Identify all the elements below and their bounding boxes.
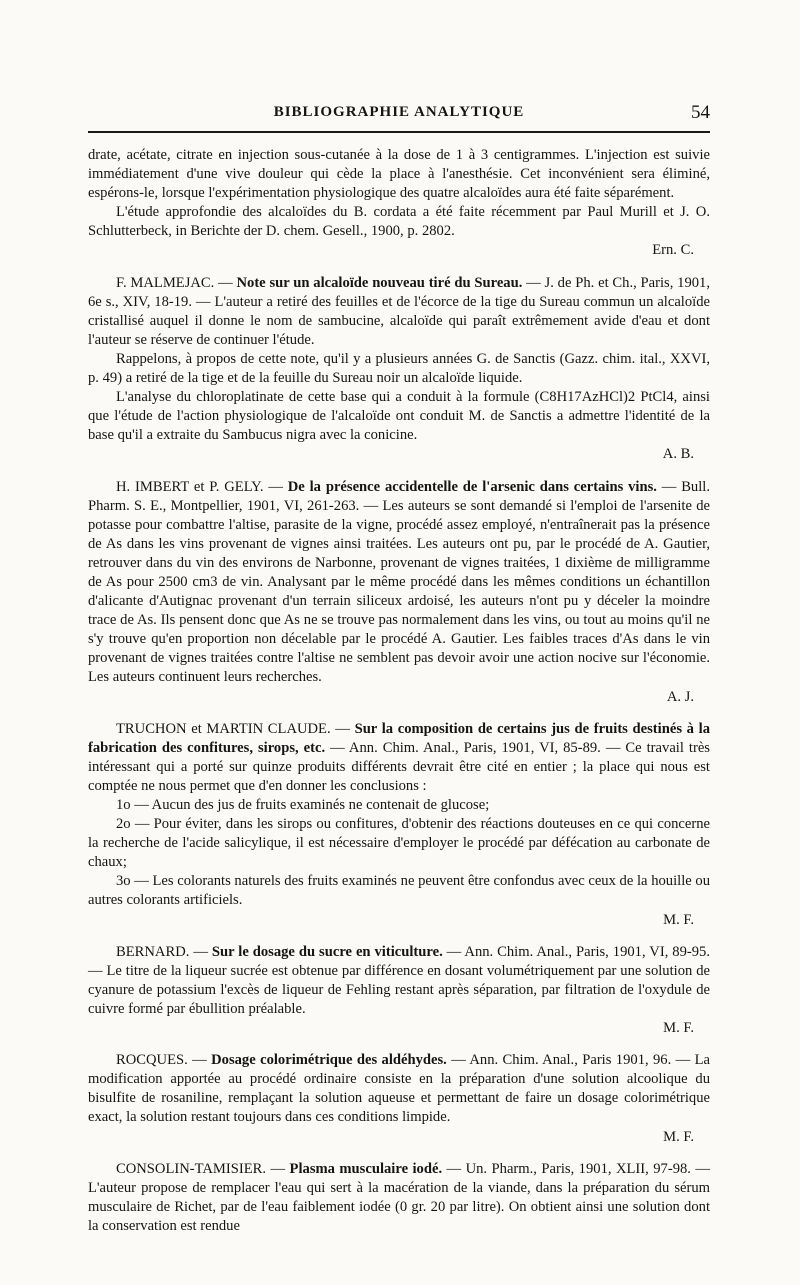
entry-text: — Ann. Chim. Anal., Paris 1901, 96. — La modification apportée au procédé ordinaire consiste en la préparation d'une solution alcoolique du bisulfite de rosaniline, remplaçant la solution aqueuse et permettant de faire un dosage colorimétrique exact, la solution restant toujours dans ces conditions limpide. [88, 1052, 711, 1126]
entry-author: H. IMBERT et P. GELY. — [116, 478, 288, 495]
body-text [88, 146, 710, 1236]
entry-author: CONSOLIN-TAMISIER. — [116, 1160, 290, 1177]
bibliography-entry [88, 720, 710, 796]
bibliography-entry [88, 1051, 710, 1127]
entry-text: — Ann. Chim. Anal., Paris, 1901, VI, 89-95. — Le titre de la liqueur sucrée est obtenue par différence en dosant volumétriquement par une solution de cyanure de potassium l'excès de liqueur de Fehling restant après séparation, par filtration de l'oxydule de cuivre formé par ébullition préalable. [88, 943, 710, 1017]
page-number: 54 [691, 102, 710, 123]
bibliography-entry [88, 478, 710, 688]
entry-text: — Un. Pharm., Paris, 1901, XLII, 97-98. — L'auteur propose de remplacer l'eau qui sert à la macération de la viande, dans la préparation du sérum musculaire de Richet, par de l'eau faiblement iodée (0 gr. 20 par litre). On obtient ainsi une solution dont la conservation est rendue [88, 1160, 710, 1234]
header-rule [88, 131, 710, 133]
list-item: 3o — Les colorants naturels des fruits examinés ne peuvent être confondus avec ceux de la houille ou autres colorants artificiels. [88, 873, 710, 909]
entry-text: — Bull. Pharm. S. E., Montpellier, 1901, VI, 261-263. — Les auteurs se sont demandé si l'emploi de l'arsenite de potasse pour combattre l'altise, parasite de la vigne, procédé assez employé, n'entraînerait pas la présence de As dans les vins provenant de vignes ainsi traitées. Les auteurs ont pu, par le procédé de A. Gautier, retrouver dans du vin des environs de Narbonne, provenant de vignes traitées, 1 dixième de milligramme de As pour 2500 cm3 de vin. Analysant par le même procédé dans les mêmes conditions un échantillon d'alicante d'Autignac provenant d'un terrain siliceux ardoisé, les auteurs n'ont pu y déceler la moindre trace de As. Ils pensent donc que As ne se trouve pas normalement dans les vins, ou tout au moins qu'il ne s'y trouve qu'en proportion non décelable par le procédé A. Gautier. Les faibles traces d'As dans le vin provenant de vignes traitées contre l'altise ne semblent pas devoir avoir une action nocive sur l'économie. Les auteurs continuent leurs recherches. [88, 478, 710, 686]
entry-text: — Ann. Chim. Anal., Paris, 1901, VI, 85-89. — Ce travail très intéressant qui a porté sur quinze produits différents devrait être cité en entier ; la place qui nous est comptée ne nous permet que d'en donner les conclusions : [88, 739, 710, 794]
entry-text: — J. de Ph. et Ch., Paris, 1901, 6e s., XIV, 18-19. — L'auteur a retiré des feuilles et de l'écorce de la tige du Sureau commun un alcaloïde cristallisé auquel il donne le nom de sambucine, alcaloïde qui paraît extrêmement avide d'eau et dont l'auteur se réserve de continuer l'étude. [88, 274, 710, 348]
entry-title: Plasma musculaire iodé. [289, 1160, 443, 1177]
entry-author: F. MALMEJAC. — [116, 274, 237, 291]
entry-author: TRUCHON et MARTIN CLAUDE. — [116, 720, 355, 737]
paragraph: L'étude approfondie des alcaloïdes du B. cordata a été faite récemment par Paul Murill et J. O. Schlutterbeck, in Berichte der D. chem. Gesell., 1900, p. 2802. [88, 204, 710, 240]
entry-title: Sur la composition de certains jus de fruits destinés à la fabrication des confitures, sirops, etc. [88, 720, 710, 756]
entry-title: Note sur un alcaloïde nouveau tiré du Sureau. [236, 274, 523, 291]
signature: M. F. [663, 1128, 694, 1145]
page-header [88, 102, 710, 128]
list-item: 2o — Pour éviter, dans les sirops ou confitures, d'obtenir des réactions douteuses en ce qui concerne la recherche de l'acide salicylique, il est nécessaire d'employer le procédé par défécation au carbonate de chaux; [88, 816, 710, 871]
running-title: BIBLIOGRAPHIE ANALYTIQUE [273, 104, 525, 120]
entry-title: De la présence accidentelle de l'arsenic dans certains vins. [287, 478, 657, 495]
paragraph: L'analyse du chloroplatinate de cette base qui a conduit à la formule (C8H17AzHCl)2 PtCl4, ainsi que l'étude de l'action physiologique de l'alcaloïde ont conduit M. de Sanctis a admettre l'identité de la base qu'il a extraite du Sambucus nigra avec la conicine. [88, 389, 710, 444]
entry-title: Sur le dosage du sucre en viticulture. [211, 943, 443, 960]
bibliography-entry [88, 943, 710, 1019]
entry-author: ROCQUES. — [116, 1052, 212, 1069]
bibliography-entry [88, 274, 710, 350]
signature: M. F. [663, 911, 694, 928]
paragraph-continuation: drate, acétate, citrate en injection sous-cutanée à la dose de 1 à 3 centigrammes. L'injection est suivie immédiatement d'une vive douleur qui cède la place à l'anesthésie. Cet inconvénient sera éliminé, espérons-le, lorsque l'expérimentation physiologique des quatre alcaloïdes aura été faite séparément. [88, 147, 710, 202]
signature: A. J. [666, 688, 694, 705]
signature: A. B. [662, 446, 694, 463]
entry-title: Dosage colorimétrique des aldéhydes. [211, 1052, 447, 1069]
entry-author: BERNARD. — [116, 943, 212, 960]
list-item: 1o — Aucun des jus de fruits examinés ne contenait de glucose; [116, 797, 490, 813]
signature: Ern. C. [652, 242, 694, 259]
paragraph: Rappelons, à propos de cette note, qu'il y a plusieurs années G. de Sanctis (Gazz. chim. ital., XXVI, p. 49) a retiré de la tige et de la feuille du Sureau noir un alcaloïde liquide. [88, 350, 710, 387]
bibliography-entry [88, 1160, 710, 1236]
signature: M. F. [663, 1020, 694, 1037]
